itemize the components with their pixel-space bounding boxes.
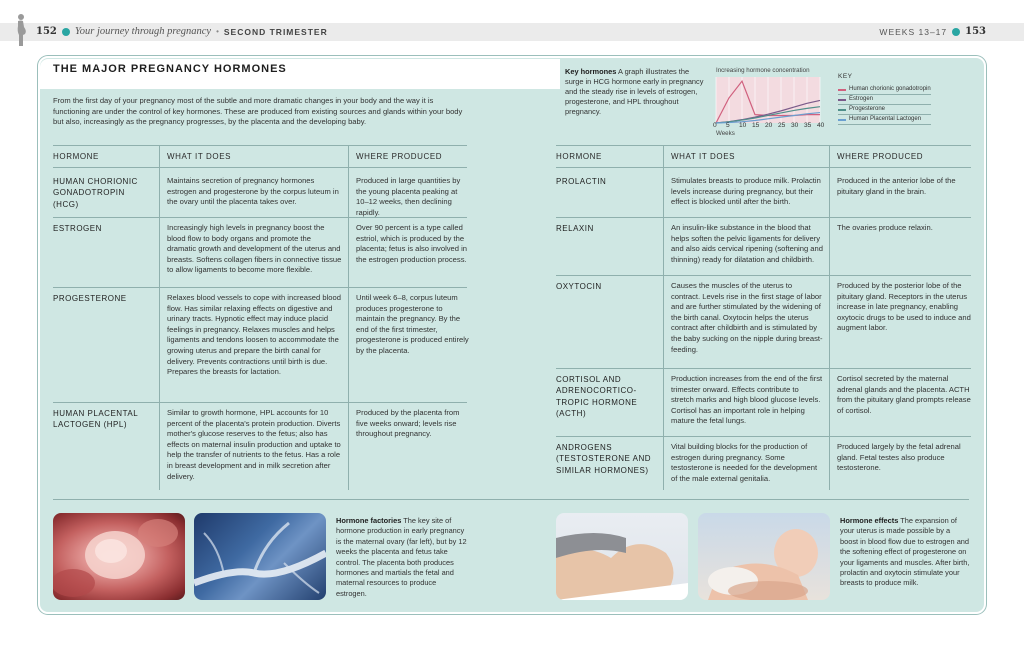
dot-icon <box>952 28 960 36</box>
hormone-effects-heading: Hormone effects <box>840 516 899 525</box>
column-divider <box>829 145 830 490</box>
page-title: THE MAJOR PREGNANCY HORMONES <box>53 63 287 75</box>
column-divider <box>159 145 160 490</box>
row-divider <box>556 275 971 276</box>
x-tick-label: 20 <box>765 122 773 129</box>
header-what-it-does: WHAT IT DOES <box>167 152 232 161</box>
header-right <box>879 25 986 39</box>
dot-icon <box>62 28 70 36</box>
bottom-divider <box>53 499 969 500</box>
x-tick-label: 15 <box>752 122 760 129</box>
page-header <box>0 0 1024 44</box>
chart-key-label: KEY <box>838 73 853 80</box>
pregnant-belly-photo <box>556 513 688 600</box>
column-divider <box>663 145 664 490</box>
legend-label: Estrogen <box>849 96 874 102</box>
what-it-does-cell: Causes the muscles of the uterus to contract. Levels rise in the first stage of labor and are further stimulated by the widening of the birth canal. Oxytocin helps the uterus contract after childbirth and is stimulated by the baby sucking on the nipple during breast-feeding. <box>671 281 823 354</box>
header-where-produced: WHERE PRODUCED <box>356 152 443 161</box>
ovary-photo <box>53 513 185 600</box>
key-hormones-text: A graph illustrates the surge in HCG hormone early in pregnancy and the steady rise in levels of estrogen, progesterone, and HPL throughout pregnancy. <box>565 67 704 116</box>
what-it-does-cell: Relaxes blood vessels to cope with increased blood flow. Has similar relaxing effects on digestive and urinary tracts. Hypnotic effect may induce placid feelings in pregnancy. Relaxes muscles and helps ligaments and tendons loosen to accommodate the growing uterus and prepare the birth canal for delivery. Prevents contractions until birth is due. Prepares the breasts for lactation. <box>167 293 341 377</box>
hormone-name: ESTROGEN <box>53 224 102 233</box>
placenta-photo <box>194 513 326 600</box>
right-hormone-table <box>556 145 971 490</box>
hormone-name: RELAXIN <box>556 224 594 233</box>
where-produced-cell: Produced in the anterior lobe of the pituitary gland in the brain. <box>837 176 956 196</box>
what-it-does-cell: Production increases from the end of the first trimester onward. Effects contribute to stretch marks and high blood glucose levels. Cortisol has an important role in helping mature the fetal lungs. <box>671 374 823 426</box>
header-left <box>36 25 328 39</box>
hormone-name: PROLACTIN <box>556 177 607 186</box>
where-produced-cell: Cortisol secreted by the maternal adrenal glands and the placenta. ACTH from the pituitary gland prompts release of cortisol. <box>837 374 971 415</box>
where-produced-cell: The ovaries produce relaxin. <box>837 223 933 232</box>
what-it-does-cell: Similar to growth hormone, HPL accounts for 10 percent of the placenta's protein production. Diverts mother's glucose reserves to the fetus; also has effects on maternal insulin production and uptake to help the transfer of nutrients to the fetus. Has a role in breast development and in milk secretion after delivery. <box>167 408 341 481</box>
hormone-name: CORTISOL AND ADRENOCORTICO-TROPIC HORMONE (ACTH) <box>556 375 638 419</box>
left-hormone-table <box>53 145 467 490</box>
mother-baby-photo <box>698 513 830 600</box>
key-hormones-heading: Key hormones <box>565 67 617 76</box>
x-tick-label: 40 <box>817 122 825 129</box>
legend-item <box>838 105 931 115</box>
where-produced-cell: Until week 6–8, corpus luteum produces progesterone to maintain the pregnancy. By the end of the first trimester, progesterone is produced entirely by the placenta. <box>356 293 469 355</box>
row-divider <box>53 402 467 403</box>
book-title: Your journey through pregnancy <box>74 26 212 37</box>
weeks-label: WEEKS 13–17 <box>879 27 948 37</box>
hormone-name: ANDROGENS (TESTOSTERONE AND SIMILAR HORMONES) <box>556 443 652 475</box>
key-hormones-caption <box>565 67 705 117</box>
chart-xlabel: Weeks <box>716 130 735 137</box>
row-divider <box>556 368 971 369</box>
what-it-does-cell: Maintains secretion of pregnancy hormones estrogen and progesterone by the corpus luteum in the ovary until the placenta takes over. <box>167 176 339 207</box>
legend-swatch <box>838 119 846 121</box>
hormone-effects-caption <box>840 516 970 589</box>
column-divider <box>348 145 349 490</box>
legend-swatch <box>838 99 846 101</box>
where-produced-cell: Over 90 percent is a type called estriol, which is produced by the placenta; fetus is also involved in the estrogen production process. <box>356 223 468 264</box>
what-it-does-cell: Vital building blocks for the production of estrogen during pregnancy. Some testosterone is needed for the development of the male external genitalia. <box>671 442 818 483</box>
where-produced-cell: Produced by the posterior lobe of the pituitary gland. Receptors in the uterus increase in late pregnancy, enabling oxytocic drugs to be used to induce and augment labor. <box>837 281 971 333</box>
where-produced-cell: Produced largely by the fetal adrenal gland. Fetal testes also produce testosterone. <box>837 442 961 473</box>
hormone-factories-text: The key site of hormone production in early pregnancy is the maternal ovary (far left), but by 12 weeks the placenta and fetus take control. The placenta both produces hormones and martials the fetal and maternal resources to produce estrogen. <box>336 516 467 598</box>
row-divider <box>53 217 467 218</box>
header-where-produced: WHERE PRODUCED <box>837 152 924 161</box>
x-tick-label: 25 <box>778 122 786 129</box>
legend-item <box>838 115 931 125</box>
header-hormone: HORMONE <box>556 152 602 161</box>
hormone-effects-text: The expansion of your uterus is made possible by a boost in blood flow due to estrogen and the softening effect of progesterone on your ligaments and muscles. After birth, prolactin and oxytocin stimulate your breasts to produce milk. <box>840 516 970 588</box>
hormone-name: OXYTOCIN <box>556 282 602 291</box>
section-title: SECOND TRIMESTER <box>223 27 328 37</box>
x-tick-label: 0 <box>713 122 717 129</box>
header-hormone: HORMONE <box>53 152 99 161</box>
right-page-number: 153 <box>965 26 986 37</box>
legend-item <box>838 85 931 95</box>
what-it-does-cell: Increasingly high levels in pregnancy boost the blood flow to body organs and promote the dramatic growth and development of the uterus and breasts. Softens collagen fibers in connective tissue to allow ligaments to become more flexible. <box>167 223 342 275</box>
chart-legend <box>838 85 931 125</box>
legend-label: Human Placental Lactogen <box>849 116 922 122</box>
hormone-name: HUMAN PLACENTAL LACTOGEN (HPL) <box>53 409 138 430</box>
row-divider <box>53 287 467 288</box>
legend-label: Human chorionic gonadotropin <box>849 86 931 92</box>
legend-swatch <box>838 89 846 91</box>
legend-item <box>838 95 931 105</box>
hormone-name: PROGESTERONE <box>53 294 127 303</box>
bullet-separator: • <box>216 27 219 36</box>
hormone-factories-caption <box>336 516 468 599</box>
pregnant-woman-icon <box>14 13 28 47</box>
row-divider <box>556 217 971 218</box>
hormone-factories-heading: Hormone factories <box>336 516 402 525</box>
what-it-does-cell: An insulin-like substance in the blood that helps soften the pelvic ligaments for delivery and also aids cervical ripening (softening and thinning) ready for dilatation and childbirth. <box>671 223 823 264</box>
where-produced-cell: Produced by the placenta from five weeks onward; levels rise throughout pregnancy. <box>356 408 460 439</box>
what-it-does-cell: Stimulates breasts to produce milk. Prolactin levels increase during pregnancy, but their effect is blocked until after the birth. <box>671 176 821 207</box>
x-tick-label: 10 <box>739 122 747 129</box>
header-what-it-does: WHAT IT DOES <box>671 152 736 161</box>
left-page-number: 152 <box>36 26 57 37</box>
intro-paragraph: From the first day of your pregnancy most of the subtle and more dramatic changes in your body and the way it is functioning are under the control of key hormones. These are produced from existing sources and glands within your body but also, increasingly as the pregnancy progresses, by the placenta and the developing baby. <box>53 96 463 127</box>
legend-label: Progesterone <box>849 106 886 112</box>
x-tick-label: 5 <box>726 122 730 129</box>
hormone-name: HUMAN CHORIONIC GONADOTROPIN (HCG) <box>53 177 138 209</box>
chart-title: Increasing hormone concentration <box>716 67 810 74</box>
x-tick-label: 35 <box>804 122 812 129</box>
where-produced-cell: Produced in large quantities by the young placenta peaking at 10–12 weeks, then declining rapidly. <box>356 176 461 217</box>
row-divider <box>556 436 971 437</box>
legend-swatch <box>838 109 846 111</box>
x-tick-label: 30 <box>791 122 799 129</box>
